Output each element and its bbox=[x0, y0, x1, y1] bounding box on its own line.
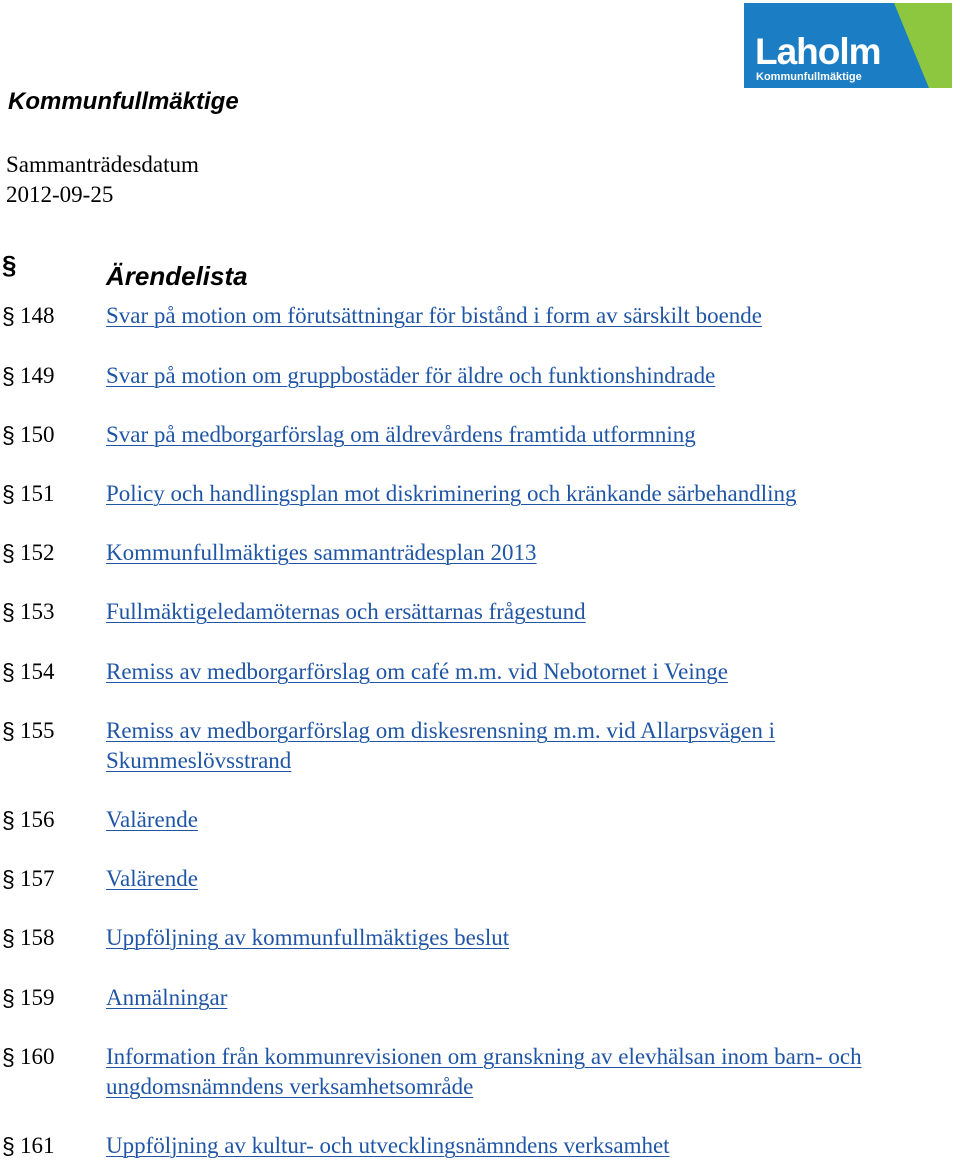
item-number: 151 bbox=[20, 481, 55, 506]
item-number: 159 bbox=[20, 985, 55, 1010]
item-link[interactable]: Information från kommunrevisionen om granskning av elevhälsan inom barn- och ungdomsnämndens verksamhetsområde bbox=[106, 1044, 862, 1099]
section-sign: § bbox=[2, 540, 15, 566]
section-sign: § bbox=[2, 718, 15, 744]
item-link[interactable]: Svar på medborgarförslag om äldrevårdens framtida utformning bbox=[106, 422, 696, 447]
logo-subtitle: Kommunfullmäktige bbox=[756, 71, 862, 83]
section-sign: § bbox=[2, 599, 15, 625]
section-sign: § bbox=[2, 659, 15, 685]
laholm-logo bbox=[744, 3, 952, 88]
logo-name: Laholm bbox=[755, 31, 881, 72]
item-link[interactable]: Remiss av medborgarförslag om café m.m. vid Nebotornet i Veinge bbox=[106, 659, 728, 684]
item-number: 155 bbox=[20, 718, 55, 743]
item-link[interactable]: Uppföljning av kultur- och utvecklingsnämndens verksamhet bbox=[106, 1133, 670, 1158]
agenda-heading: Ärendelista bbox=[106, 261, 248, 291]
item-number: 153 bbox=[20, 599, 55, 624]
item-number: 156 bbox=[20, 807, 55, 832]
section-sign: § bbox=[2, 1044, 15, 1070]
section-sign: § bbox=[2, 363, 15, 389]
section-sign: § bbox=[2, 925, 15, 951]
body-title: Kommunfullmäktige bbox=[8, 88, 239, 115]
item-link[interactable]: Valärende bbox=[106, 807, 198, 832]
item-number: 158 bbox=[20, 925, 55, 950]
item-number: 152 bbox=[20, 540, 55, 565]
item-link[interactable]: Fullmäktigeledamöternas och ersättarnas frågestund bbox=[106, 599, 586, 624]
item-link[interactable]: Valärende bbox=[106, 866, 198, 891]
item-number: 157 bbox=[20, 866, 55, 891]
section-sign: § bbox=[2, 985, 15, 1011]
item-number: 148 bbox=[20, 303, 55, 328]
section-sign: § bbox=[2, 481, 15, 507]
section-sign-heading: § bbox=[2, 250, 17, 280]
meeting-date-label: Sammanträdesdatum bbox=[6, 152, 199, 177]
section-sign: § bbox=[2, 303, 15, 329]
item-number: 149 bbox=[20, 363, 55, 388]
item-link[interactable]: Kommunfullmäktiges sammanträdesplan 2013 bbox=[106, 540, 537, 565]
item-number: 150 bbox=[20, 422, 55, 447]
item-number: 154 bbox=[20, 659, 55, 684]
section-sign: § bbox=[2, 866, 15, 892]
item-number: 161 bbox=[20, 1133, 55, 1158]
item-link[interactable]: Uppföljning av kommunfullmäktiges beslut bbox=[106, 925, 510, 950]
item-link[interactable]: Policy och handlingsplan mot diskriminering och kränkande särbehandling bbox=[106, 481, 797, 506]
section-sign: § bbox=[2, 807, 15, 833]
section-sign: § bbox=[2, 1133, 15, 1159]
item-link[interactable]: Svar på motion om förutsättningar för bistånd i form av särskilt boende bbox=[106, 303, 763, 328]
item-number: 160 bbox=[20, 1044, 55, 1069]
meeting-date: 2012-09-25 bbox=[6, 182, 114, 207]
item-link[interactable]: Svar på motion om gruppbostäder för äldre och funktionshindrade bbox=[106, 363, 716, 388]
section-sign: § bbox=[2, 422, 15, 448]
item-link[interactable]: Remiss av medborgarförslag om diskesrensning m.m. vid Allarpsvägen i Skummeslövsstrand bbox=[106, 718, 776, 773]
item-link[interactable]: Anmälningar bbox=[106, 985, 228, 1010]
